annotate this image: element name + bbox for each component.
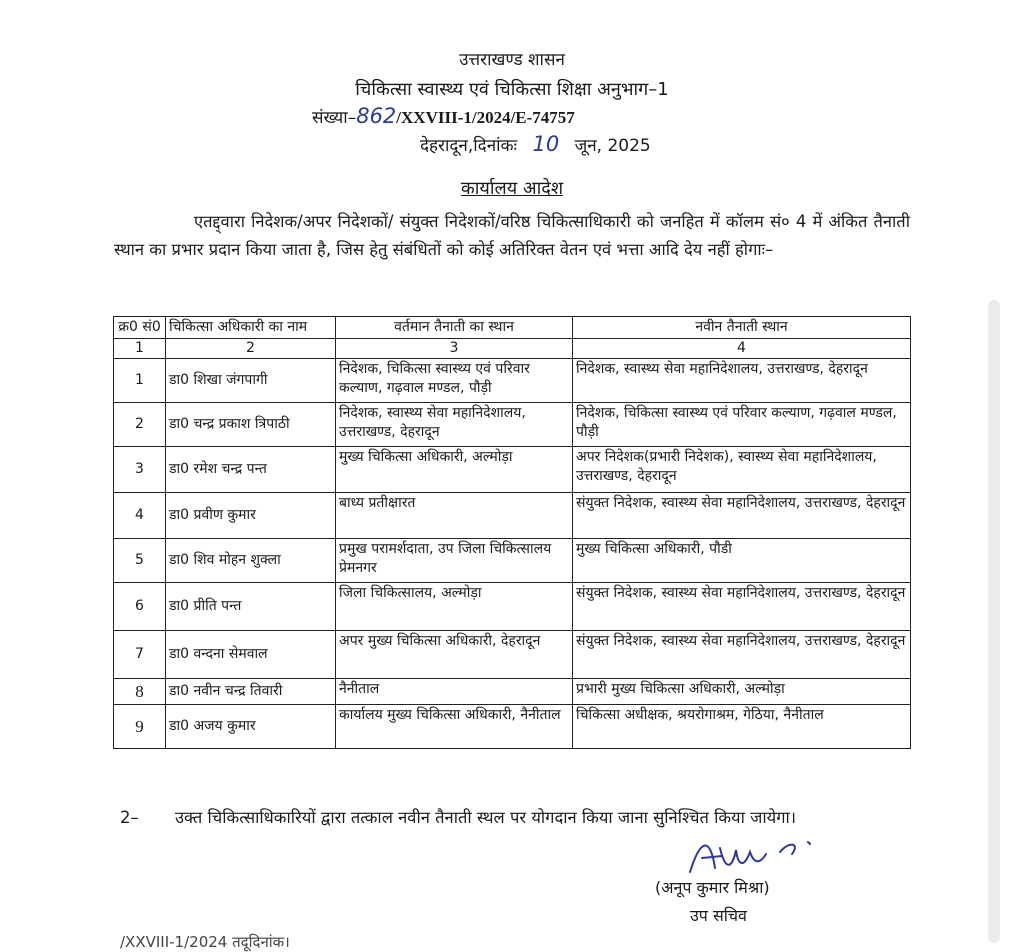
row-serial: 1	[114, 359, 166, 403]
col-number: 3	[336, 339, 573, 359]
table-column-number-row	[114, 339, 911, 359]
order-title	[0, 176, 1024, 200]
row-current-posting: बाध्य प्रतीक्षारत	[336, 493, 573, 539]
row-officer-name: डा0 अजय कुमार	[166, 705, 336, 749]
row-current-posting: अपर मुख्य चिकित्सा अधिकारी, देहरादून	[336, 631, 573, 679]
table-row	[114, 539, 911, 583]
row-officer-name: डा0 शिव मोहन शुक्ला	[166, 539, 336, 583]
row-current-posting: कार्यालय मुख्य चिकित्सा अधिकारी, नैनीताल	[336, 705, 573, 749]
order-date	[420, 132, 651, 156]
row-officer-name: डा0 शिखा जंगपागी	[166, 359, 336, 403]
col-number: 1	[114, 339, 166, 359]
date-suffix: जून, 2025	[574, 136, 651, 156]
header-officer-name: चिकित्सा अधिकारी का नाम	[166, 317, 336, 339]
row-current-posting: जिला चिकित्सालय, अल्मोड़ा	[336, 583, 573, 631]
row-serial: 3	[114, 447, 166, 493]
row-new-posting: संयुक्त निदेशक, स्वास्थ्य सेवा महानिदेशालय, उत्तराखण्ड, देहरादून	[573, 493, 911, 539]
row-new-posting: संयुक्त निदेशक, स्वास्थ्य सेवा महानिदेशालय, उत्तराखण्ड, देहरादून	[573, 631, 911, 679]
table-header-row	[114, 317, 911, 339]
number-prefix: संख्या–	[312, 108, 357, 128]
row-current-posting: प्रमुख परामर्शदाता, उप जिला चिकित्सालय प्रेमनगर	[336, 539, 573, 583]
row-current-posting: मुख्य चिकित्सा अधिकारी, अल्मोड़ा	[336, 447, 573, 493]
row-officer-name: डा0 रमेश चन्द्र पन्त	[166, 447, 336, 493]
row-officer-name: डा0 नवीन चन्द्र तिवारी	[166, 679, 336, 705]
intro-paragraph: एतद्द्वारा निदेशक/अपर निदेशकों/ संयुक्त निदेशकों/वरिष्ठ चिकित्साधिकारी को जनहित में कॉलम सं० 4 में अंकित तैनाती स्थान का प्रभार प्रदान किया जाता है, जिस हेतु संबंधितों को कोई अतिरिक्त वेतन एवं भत्ता आदि देय नहीं होगाः–	[114, 212, 910, 259]
row-current-posting: निदेशक, स्वास्थ्य सेवा महानिदेशालय, उत्तराखण्ड, देहरादून	[336, 403, 573, 447]
table-row	[114, 493, 911, 539]
closing-paragraph	[120, 803, 910, 833]
row-new-posting: चिकित्सा अधीक्षक, श्रयरोगाश्रम, गेठिया, नैनीताल	[573, 705, 911, 749]
footer-partial-line: /XXVIII-1/2024 तदूदिनांक।	[120, 933, 290, 951]
row-current-posting: नैनीताल	[336, 679, 573, 705]
signatory-name: (अनूप कुमार मिश्रा)	[655, 878, 770, 897]
row-new-posting: अपर निदेशक(प्रभारी निदेशक), स्वास्थ्य सेवा महानिदेशालय, उत्तराखण्ड, देहरादून	[573, 447, 911, 493]
scrollbar[interactable]	[988, 300, 1000, 943]
number-suffix: /XXVIII-1/2024/E-74757	[396, 108, 575, 127]
header-serial: क्र0 सं0	[114, 317, 166, 339]
govt-name: उत्तराखण्ड शासन	[459, 50, 565, 70]
col-number: 4	[573, 339, 911, 359]
row-officer-name: डा0 चन्द्र प्रकाश त्रिपाठी	[166, 403, 336, 447]
table-row	[114, 359, 911, 403]
row-serial: 2	[114, 403, 166, 447]
order-title-text: कार्यालय आदेश	[460, 178, 564, 199]
row-new-posting: मुख्य चिकित्सा अधिकारी, पौडी	[573, 539, 911, 583]
date-prefix: देहरादून,दिनांकः	[420, 136, 518, 156]
table-row	[114, 679, 911, 705]
paragraph-text: उक्त चिकित्साधिकारियों द्वारा तत्काल नवीन तैनाती स्थल पर योगदान किया जाना सुनिश्चित किया जायेगा।	[175, 808, 797, 827]
row-new-posting: प्रभारी मुख्य चिकित्सा अधिकारी, अल्मोड़ा	[573, 679, 911, 705]
row-officer-name: डा0 वन्दना सेमवाल	[166, 631, 336, 679]
row-new-posting: संयुक्त निदेशक, स्वास्थ्य सेवा महानिदेशालय, उत्तराखण्ड, देहरादून	[573, 583, 911, 631]
paragraph-number: 2–	[120, 808, 139, 827]
row-serial: 7	[114, 631, 166, 679]
table-row	[114, 403, 911, 447]
table-row	[114, 705, 911, 749]
header-current-posting: वर्तमान तैनाती का स्थान	[336, 317, 573, 339]
order-number	[312, 104, 575, 128]
table-row	[114, 447, 911, 493]
row-new-posting: निदेशक, चिकित्सा स्वास्थ्य एवं परिवार कल्याण, गढ़वाल मण्डल, पौड़ी	[573, 403, 911, 447]
row-serial: 8	[114, 679, 166, 705]
row-current-posting: निदेशक, चिकित्सा स्वास्थ्य एवं परिवार कल्याण, गढ़वाल मण्डल, पौड़ी	[336, 359, 573, 403]
table-row	[114, 583, 911, 631]
row-serial: 4	[114, 493, 166, 539]
handwritten-number: 862	[356, 104, 397, 128]
posting-table	[113, 316, 911, 749]
col-number: 2	[166, 339, 336, 359]
row-new-posting: निदेशक, स्वास्थ्य सेवा महानिदेशालय, उत्तराखण्ड, देहरादून	[573, 359, 911, 403]
section-name: चिकित्सा स्वास्थ्य एवं चिकित्सा शिक्षा अनुभाग–1	[355, 79, 669, 100]
row-serial: 9	[114, 705, 166, 749]
table-row	[114, 631, 911, 679]
row-officer-name: डा0 प्रवीण कुमार	[166, 493, 336, 539]
signatory-designation: उप सचिव	[690, 906, 747, 925]
row-serial: 5	[114, 539, 166, 583]
header-new-posting: नवीन तैनाती स्थान	[573, 317, 911, 339]
row-officer-name: डा0 प्रीति पन्त	[166, 583, 336, 631]
row-serial: 6	[114, 583, 166, 631]
handwritten-date: 10	[532, 132, 560, 156]
